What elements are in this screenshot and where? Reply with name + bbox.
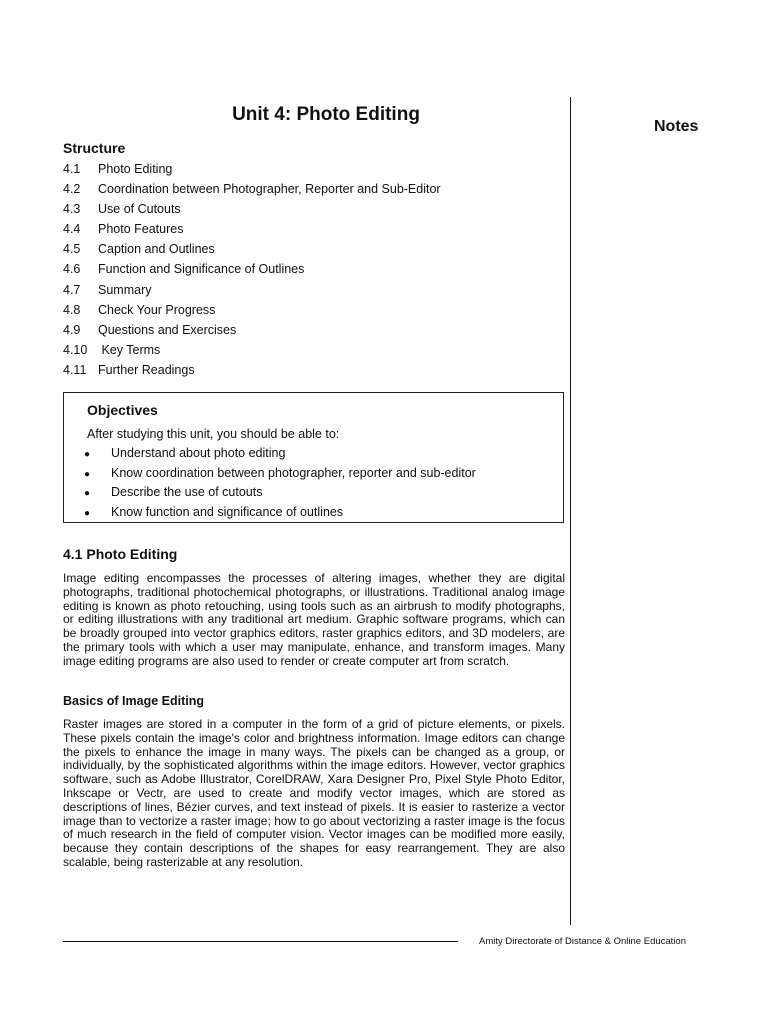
structure-item <box>63 201 563 221</box>
structure-item <box>63 181 563 201</box>
structure-item-label: Photo Editing <box>98 162 173 176</box>
structure-heading: Structure <box>63 140 126 156</box>
objective-text: Know coordination between photographer, reporter and sub-editor <box>111 465 476 480</box>
structure-item <box>63 282 563 302</box>
objectives-heading: Objectives <box>87 402 158 418</box>
structure-item <box>63 241 563 261</box>
bullet-icon: ● <box>84 468 91 480</box>
structure-item-number: 4.2 <box>63 182 81 197</box>
section-heading: 4.1 Photo Editing <box>63 546 178 562</box>
structure-item-label: Caption and Outlines <box>98 242 215 257</box>
margin-divider <box>570 97 571 925</box>
objective-item <box>84 445 476 465</box>
footer-text: Amity Directorate of Distance & Online Education <box>479 936 686 947</box>
structure-item <box>63 161 563 181</box>
structure-item-number: 4.8 <box>63 302 81 317</box>
structure-list <box>63 161 563 382</box>
structure-item-label: Use of Cutouts <box>98 202 181 217</box>
structure-item-number: 4.1 <box>63 162 81 176</box>
structure-item-label: Photo Features <box>98 222 184 237</box>
objective-text: Know function and significance of outlines <box>111 504 344 519</box>
objective-item <box>84 504 476 524</box>
body-paragraph: Image editing encompasses the processes of altering images, whether they are digital photographs, traditional photochemical photographs, or illustrations. Traditional analog image editing is known as photo retouching, using tools such as an airbrush to modify photographs, or editing illustrations with any traditional art medium. Graphic software programs, which can be broadly grouped into vector graphics editors, raster graphics editors, and 3D modelers, are the primary tools with which a user may manipulate, enhance, and transform images. Many image editing programs are also used to render or create computer art from scratch. <box>63 571 565 668</box>
objectives-intro: After studying this unit, you should be able to: <box>87 427 340 441</box>
structure-item-number: 4.10 <box>63 342 88 357</box>
objective-item <box>84 484 476 504</box>
structure-item-label: Questions and Exercises <box>98 322 237 337</box>
structure-item-label: Function and Significance of Outlines <box>98 262 305 277</box>
structure-item-label: Coordination between Photographer, Reporter and Sub-Editor <box>98 182 441 197</box>
structure-item-label: Check Your Progress <box>98 302 216 317</box>
objectives-box <box>63 392 564 523</box>
structure-item <box>63 362 563 382</box>
body-paragraph: Raster images are stored in a computer in the form of a grid of picture elements, or pixels. These pixels contain the image's color and brightness information. Image editors can change the pixels to enhance the image in many ways. The pixels can be changed as a group, or individually, by the sophisticated algorithms within the image editors. However, vector graphics software, such as Adobe Illustrator, CorelDRAW, Xara Designer Pro, Pixel Style Photo Editor, Inkscape or Vectr, are used to create and modify vector images, which are stored as descriptions of lines, Bézier curves, and text instead of pixels. It is easier to rasterize a vector image than to vectorize a raster image; how to go about vectorizing a raster image is the focus of much research in the field of computer vision. Vector images can be modified more easily, because they contain descriptions of the shapes for easy rearrangement. They are also scalable, being rasterizable at any resolution. <box>63 717 565 869</box>
structure-item-label: Further Readings <box>98 362 195 377</box>
structure-item <box>63 221 563 241</box>
objective-text: Describe the use of cutouts <box>111 485 263 499</box>
structure-item-number: 4.6 <box>63 262 81 277</box>
notes-margin-label: Notes <box>654 118 699 135</box>
structure-item-number: 4.3 <box>63 202 81 217</box>
structure-item <box>63 322 563 342</box>
structure-item <box>63 302 563 322</box>
objective-item <box>84 465 476 485</box>
objectives-list <box>84 445 476 523</box>
structure-item-number: 4.5 <box>63 242 81 257</box>
structure-item <box>63 342 563 362</box>
structure-item-number: 4.9 <box>63 322 81 337</box>
bullet-icon: ● <box>84 449 91 460</box>
structure-item-number: 4.4 <box>63 222 81 237</box>
structure-item-label: Key Terms <box>98 342 161 357</box>
bullet-icon: ● <box>84 488 91 499</box>
structure-item-number: 4.11 <box>63 362 87 377</box>
unit-title: Unit 4: Photo Editing <box>232 104 420 125</box>
structure-item-number: 4.7 <box>63 282 81 297</box>
objective-text: Understand about photo editing <box>111 446 286 460</box>
structure-item-label: Summary <box>98 282 152 297</box>
bullet-icon: ● <box>84 507 91 519</box>
subsection-heading: Basics of Image Editing <box>63 694 205 708</box>
footer-divider <box>63 941 458 942</box>
structure-item <box>63 261 563 281</box>
